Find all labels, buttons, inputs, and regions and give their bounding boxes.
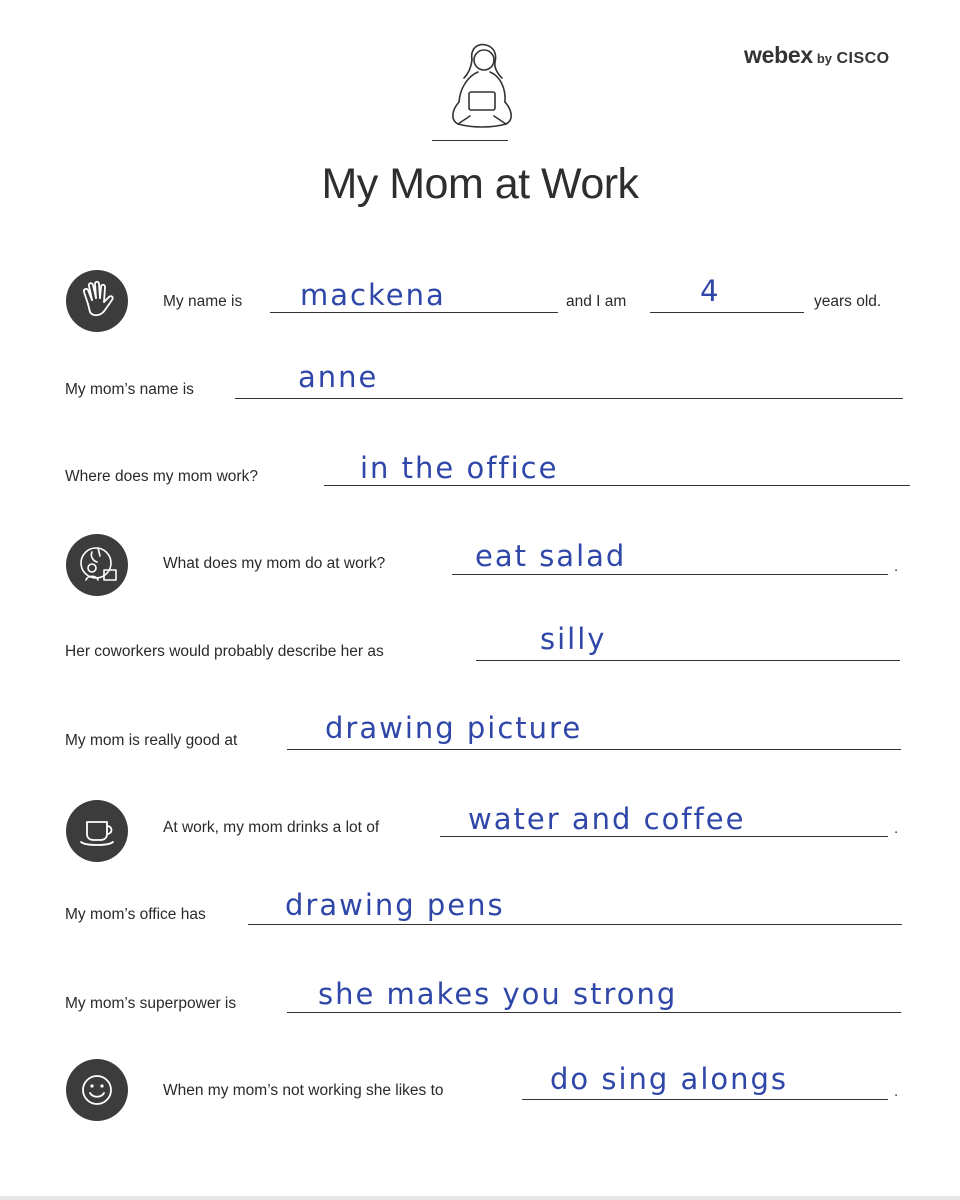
logo-by: by — [816, 51, 832, 66]
mom-name-answer[interactable]: anne — [298, 360, 379, 394]
work-place-line — [324, 485, 910, 486]
page-title: My Mom at Work — [321, 160, 639, 208]
name-line — [270, 312, 558, 313]
webex-logo — [744, 42, 890, 69]
row-coworkers — [0, 620, 960, 680]
superpower-answer[interactable]: she makes you strong — [318, 977, 678, 1011]
job-label: What does my mom do at work? — [163, 555, 386, 572]
row-name-age — [0, 270, 960, 330]
row-office-has — [0, 888, 960, 948]
age-answer[interactable]: 4 — [700, 274, 721, 308]
age-label: and I am — [566, 293, 627, 310]
child-name-answer[interactable]: mackena — [300, 278, 446, 312]
drinks-line — [440, 836, 888, 837]
period: . — [894, 558, 899, 575]
period: . — [894, 820, 899, 837]
name-label: My name is — [163, 293, 243, 310]
work-place-label: Where does my mom work? — [65, 468, 258, 485]
logo-cisco: CISCO — [836, 50, 890, 67]
job-answer[interactable]: eat salad — [475, 539, 627, 573]
drinks-answer[interactable]: water and coffee — [468, 802, 746, 836]
coworkers-answer[interactable]: silly — [540, 622, 607, 656]
row-mom-name — [0, 358, 960, 418]
row-superpower — [0, 975, 960, 1035]
superpower-line — [287, 1012, 901, 1013]
superpower-label: My mom’s superpower is — [65, 995, 237, 1012]
mom-name-label: My mom’s name is — [65, 381, 194, 398]
row-mom-work-place — [0, 445, 960, 505]
mom-name-line — [235, 398, 903, 399]
age-line — [650, 312, 804, 313]
row-mom-job — [0, 534, 960, 594]
period: . — [894, 1083, 899, 1100]
coworkers-label: Her coworkers would probably describe her as — [65, 643, 384, 660]
row-free-time — [0, 1062, 960, 1122]
years-old-label: years old. — [814, 293, 882, 310]
title-rule — [432, 140, 508, 141]
free-time-label: When my mom’s not working she likes to — [163, 1082, 444, 1099]
good-at-answer[interactable]: drawing picture — [325, 711, 583, 745]
good-at-line — [287, 749, 901, 750]
scan-edge — [0, 1196, 960, 1200]
office-has-label: My mom’s office has — [65, 906, 206, 923]
job-line — [452, 574, 888, 575]
logo-webex: webex — [744, 42, 813, 68]
office-has-answer[interactable]: drawing pens — [285, 888, 505, 922]
free-time-line — [522, 1099, 888, 1100]
row-good-at — [0, 705, 960, 765]
coworkers-line — [476, 660, 900, 661]
free-time-answer[interactable]: do sing alongs — [550, 1062, 789, 1096]
office-has-line — [248, 924, 902, 925]
mom-laptop-illustration — [442, 40, 522, 135]
row-drinks — [0, 800, 960, 860]
drinks-label: At work, my mom drinks a lot of — [163, 819, 380, 836]
work-place-answer[interactable]: in the office — [360, 451, 559, 485]
good-at-label: My mom is really good at — [65, 732, 238, 749]
